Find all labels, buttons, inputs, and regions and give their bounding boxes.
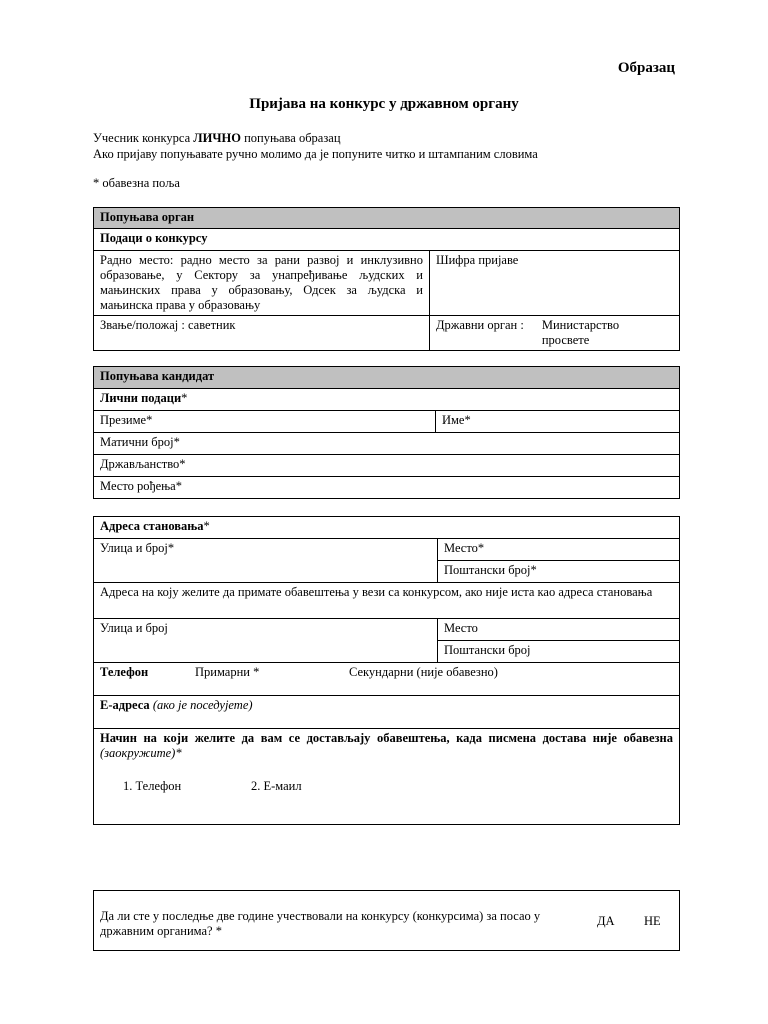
intro-line-1-bold: ЛИЧНО [193, 131, 241, 145]
delivery-options [100, 779, 673, 809]
intro-text [93, 130, 538, 162]
phone-label: Телефон [100, 665, 149, 679]
yes-option[interactable]: ДА [597, 914, 615, 928]
application-code-label: Шифра пријаве [436, 253, 519, 267]
delivery-option-email[interactable]: 2. Е-маил [251, 779, 302, 793]
street-field[interactable] [94, 539, 438, 583]
postal-label: Поштански број* [444, 563, 537, 577]
jmbg-label: Матични број* [100, 435, 180, 449]
state-organ-label: Државни орган : [436, 318, 524, 332]
candidate-section-header: Попуњава кандидат [94, 367, 680, 389]
personal-data-row: Лични подаци* [94, 389, 680, 411]
address-header: Адреса становања [100, 519, 204, 533]
email-field[interactable] [94, 696, 680, 729]
city-field[interactable] [438, 539, 680, 561]
delivery-option-phone[interactable]: 1. Телефон [123, 779, 182, 793]
citizenship-label: Држављанство* [100, 457, 186, 471]
city-label: Место* [444, 541, 485, 555]
form-label: Образац [617, 60, 675, 76]
intro-line-1 [93, 130, 538, 146]
surname-field[interactable] [94, 411, 436, 433]
no-option[interactable]: НЕ [644, 914, 661, 928]
previous-competition-row [94, 891, 680, 951]
name-label: Име* [442, 413, 471, 427]
application-code-field[interactable] [430, 251, 680, 316]
delivery-hint: (заокружите)* [100, 746, 182, 760]
title-rank-field: Звање/положај : саветник [94, 316, 430, 351]
postal2-field[interactable] [438, 641, 680, 663]
phone-row[interactable] [94, 663, 680, 696]
surname-label: Презиме* [100, 413, 153, 427]
birthplace-label: Место рођења* [100, 479, 182, 493]
organ-section-header: Попуњава орган [94, 208, 680, 229]
email-hint: (ако је поседујете) [152, 698, 253, 712]
jmbg-field[interactable] [94, 433, 680, 455]
intro-line-1-prefix: Учесник конкурса [93, 131, 194, 145]
organ-section-table [93, 207, 680, 351]
name-field[interactable] [436, 411, 680, 433]
city2-label: Место [444, 621, 478, 635]
intro-line-1-suffix: попуњава образац [240, 131, 341, 145]
street2-label: Улица и број [100, 621, 168, 635]
competition-data-subheader: Подаци о конкурсу [94, 229, 680, 251]
street-label: Улица и број* [100, 541, 175, 555]
phone-secondary-label: Секундарни (није обавезно) [349, 665, 498, 679]
previous-competition-question: Да ли сте у последње две године учествовали на конкурсу (конкурсима) за посао у државним органима? * [100, 908, 541, 938]
candidate-section-table [93, 366, 680, 499]
personal-data-label: Лични подаци [100, 391, 182, 405]
citizenship-field[interactable] [94, 455, 680, 477]
state-organ-value: Министарство просвете [541, 318, 620, 347]
delivery-method-field [94, 729, 680, 825]
city2-field[interactable] [438, 619, 680, 641]
birthplace-field[interactable] [94, 477, 680, 499]
phone-primary-label: Примарни * [195, 665, 260, 679]
email-label: Е-адреса [100, 698, 150, 712]
address-section-table [93, 516, 680, 825]
intro-line-2: Ако пријаву попуњавате ручно молимо да је попуните читко и штампаним словима [93, 147, 538, 161]
address-header-row: Адреса становања* [94, 517, 680, 539]
previous-competition-table [93, 890, 680, 951]
postal2-label: Поштански број [444, 643, 531, 657]
delivery-question: Начин на који желите да вам се достављају обавештења, када писмена достава није обавезна [100, 731, 673, 745]
state-organ-field [430, 316, 680, 351]
document-title: Пријава на конкурс у државном органу [249, 96, 519, 112]
required-fields-note: * обавезна поља [93, 176, 180, 190]
position-field: Радно место: радно место за рани развој и инклузивно образовање, у Сектору за унапређивање људских и мањинских права у образовању, Одсек за људска и мањинска права у образовању [94, 251, 430, 316]
phone-row-content [100, 665, 673, 680]
street2-field[interactable] [94, 619, 438, 663]
notice-address-note: Адреса на коју желите да примате обавештења у вези са конкурсом, ако није иста као адреса становања [94, 583, 680, 619]
postal-field[interactable] [438, 561, 680, 583]
